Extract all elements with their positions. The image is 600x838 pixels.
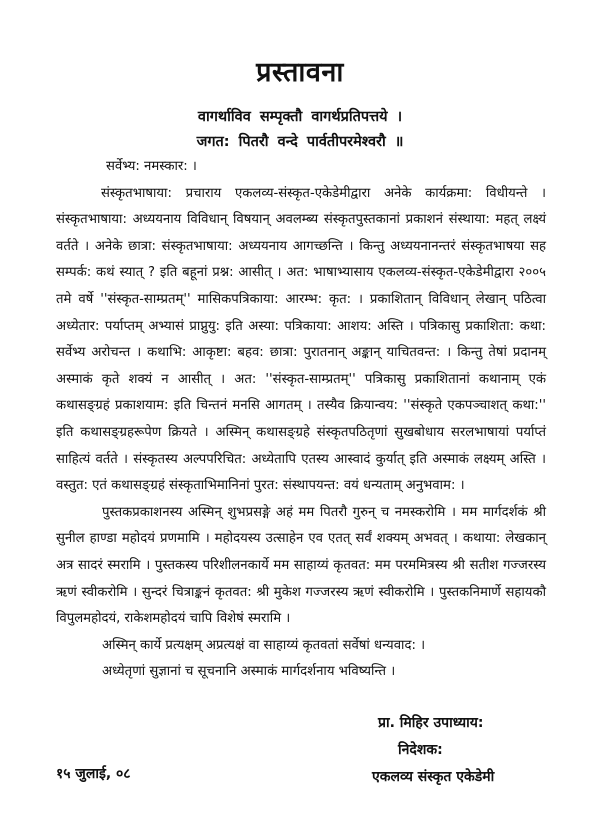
paragraph-acknowledgements: पुस्तकप्रकाशनस्य अस्मिन् शुभप्रसङ्गे अहं मम पितरौ गुरुन् च नमस्करोमि । मम मार्गदर्शकं श्री सुनील हाण्डा महोदयं प्रणमामि । महोदयस्य उत्साहेन एव एतत् सर्वं शक्यम् अभवत् । कथाया: लेखकान् अत्र सादरं स्मरामि । पुस्तकस्य परिशीलनकार्ये मम साहाय्यं कृतवत: मम परममित्रस्य श्री सतीश गज्जरस्य ऋणं स्वीकरोमि । सुन्दरं चित्राङ्कनं कृतवत: श्री मुकेश गज्जरस्य ऋणं स्वीकरोमि । पुस्तकनिमार्णे सहायकौ विपुलमहोदयं, राकेशमहोदयं चापि विशेषं स्मरामि ।	[56, 504, 546, 627]
verse-line-1: वागर्थाविव सम्पृक्तौ वागर्थप्रतिपत्तये ।	[197, 109, 403, 125]
organization-name: एकलव्य संस्कृत एकेडेमी	[372, 769, 495, 785]
page-title: प्रस्तावना	[256, 57, 344, 88]
signatory-name: प्रा. मिहिर उपाध्याय:	[378, 715, 484, 731]
verse-line-2: जगत: पितरौ वन्दे पार्वतीपरमेश्वरौ ॥	[196, 134, 404, 150]
signatory-role: निदेशक:	[398, 742, 443, 758]
paragraph-intro: संस्कृतभाषाया: प्रचाराय एकलव्य-संस्कृत-एकेडेमीद्वारा अनेके कार्यक्रमा: विधीयन्ते । संस्कृतभाषाया: अध्ययनाय विविधान् विषयान् अवलम्ब्य संस्कृतपुस्तकानां प्रकाशनं संस्थाया: महत् लक्ष्यं वर्तते । अनेके छात्रा: संस्कृतभाषाया: अध्ययनाय आगच्छन्ति । किन्तु अध्ययनानन्तरं संस्कृतभाषया सह सम्पर्क: कथं स्यात् ? इति बहूनां प्रश्न: आसीत् । अत: भाषाभ्यासाय एकलव्य-संस्कृत-एकेडेमीद्वारा २००५ तमे वर्षे ''संस्कृत-साम्प्रतम्'' मासिकपत्रिकाया: आरम्भ: कृत: । प्रकाशितान् विविधान् लेखान् पठित्वा अध्येतार: पर्याप्तम् अभ्यासं प्राप्नुयु: इति अस्या: पत्रिकाया: आशय: अस्ति । पत्रिकासु प्रकाशिता: कथा: सर्वेभ्य अरोचन्त । कथाभि: आकृष्टा: बहव: छात्रा: पुरातनान् अङ्कान् याचितवन्त: । किन्तु तेषां प्रदानम् अस्माकं कृते शक्यं न आसीत् । अत: ''संस्कृत-साम्प्रतम्'' पत्रिकासु प्रकाशितानां कथानाम् एकं कथासङ्ग्रहं प्रकाशयाम: इति चिन्तनं मनसि आगतम् । तस्यैव क्रियान्वय: ''संस्कृते एकपञ्चाशत् कथा:'' इति कथासङ्ग्रहरूपेण क्रियते । अस्मिन् कथासङ्ग्रहे संस्कृतपठितृणां सुखबोधाय सरलभाषायां पर्याप्तं साहित्यं वर्तते । संस्कृतस्य अल्पपरिचित: अध्येतापि एतस्य आस्वादं कुर्यात् इति अस्माकं लक्ष्यम् अस्ति । वस्तुत: एतं कथासङ्ग्रहं संस्कृताभिमानिनां पुरत: संस्थापयन्त: वयं धन्यताम् अनुभवाम: ।	[56, 185, 547, 494]
document-body	[56, 154, 546, 686]
document-date: १५ जुलाई, ०८	[56, 766, 131, 782]
paragraph-closing: अध्येतृणां सुज्ञानां च सूचनानि अस्माकं मार्गदर्शनाय भविष्यन्ति ।	[102, 664, 396, 680]
salutation: सर्वेभ्य: नमस्कार: ।	[106, 159, 197, 174]
signature-block	[372, 710, 542, 791]
paragraph-thanks: अस्मिन् कार्ये प्रत्यक्षम् अप्रत्यक्षं वा साहाय्यं कृतवतां सर्वेषां धन्यवाद: ।	[102, 637, 426, 653]
